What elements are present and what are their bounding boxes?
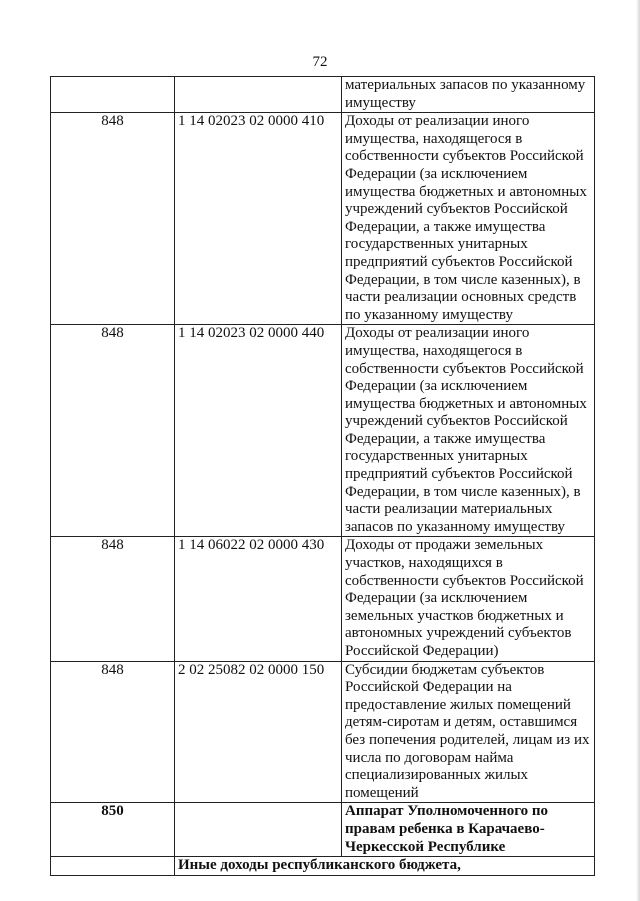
admin-code-cell	[51, 77, 175, 113]
revenue-name-cell: Доходы от продажи земельных участков, находящихся в собственности субъектов Российской Федерации (за исключением земельных участков бюджетных и автономных учреждений субъектов Российской Федерации)	[342, 537, 595, 661]
table-body	[51, 77, 595, 876]
table-row-section	[51, 857, 595, 876]
admin-code-cell: 848	[51, 325, 175, 537]
budget-code-cell	[175, 77, 342, 113]
table-row-heading	[51, 803, 595, 857]
admin-code-cell	[51, 857, 175, 876]
revenue-name-cell: материальных запасов по указанному имуществу	[342, 77, 595, 113]
page-number: 72	[312, 54, 328, 70]
revenue-name-cell: Доходы от реализации иного имущества, находящегося в собственности субъектов Российской Федерации (за исключением имущества бюджетных и автономных учреждений субъектов Российской Федерации, а также имущества государственных унитарных предприятий субъектов Российской Федерации, в том числе казенных), в части реализации основных средств по указанному имуществу	[342, 113, 595, 325]
budget-code-cell: 1 14 02023 02 0000 440	[175, 325, 342, 537]
admin-code-cell: 848	[51, 537, 175, 661]
revenue-name-cell: Доходы от реализации иного имущества, находящегося в собственности субъектов Российской Федерации (за исключением имущества бюджетных и автономных учреждений субъектов Российской Федерации, а также имущества государственных унитарных предприятий субъектов Российской Федерации, в том числе казенных), в части реализации материальных запасов по указанному имуществу	[342, 325, 595, 537]
budget-code-cell	[175, 803, 342, 857]
administrator-name-cell: Аппарат Уполномоченного по правам ребенка в Карачаево-Черкесской Республике	[342, 803, 595, 857]
table-row	[51, 113, 595, 325]
table-row	[51, 325, 595, 537]
table-row	[51, 77, 595, 113]
admin-code-cell: 848	[51, 661, 175, 803]
admin-code-cell: 850	[51, 803, 175, 857]
table-row	[51, 661, 595, 803]
budget-code-cell: 1 14 06022 02 0000 430	[175, 537, 342, 661]
revenue-name-cell: Субсидии бюджетам субъектов Российской Федерации на предоставление жилых помещений детям-сиротам и детям, оставшимся без попечения родителей, лицам из их числа по договорам найма специализированных жилых помещений	[342, 661, 595, 803]
budget-code-cell: 1 14 02023 02 0000 410	[175, 113, 342, 325]
section-title-cell: Иные доходы республиканского бюджета,	[175, 857, 595, 876]
page-edge-shadow	[636, 0, 640, 901]
revenue-admin-table	[50, 76, 595, 876]
table-row	[51, 537, 595, 661]
admin-code-cell: 848	[51, 113, 175, 325]
budget-code-cell: 2 02 25082 02 0000 150	[175, 661, 342, 803]
